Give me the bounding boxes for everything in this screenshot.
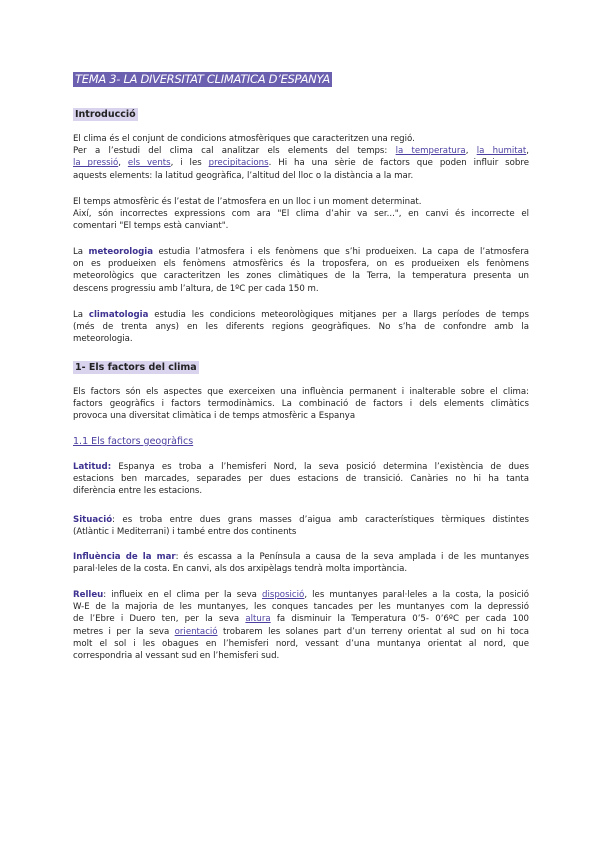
text-line: Els factors són els aspectes que exerceixen una influència permanent i inalterable sobre el clima: (73, 387, 529, 397)
text-line: El temps atmosfèric és l’estat de l’atmosfera en un lloc i un moment determinat. (73, 197, 422, 207)
text-line: Latitud: Espanya es troba a l’hemisferi Nord, la seva posició determina l’existència de dues (73, 462, 529, 472)
text-line: on es produeixen els fenòmens atmosfèrics és la troposfera, on es produeixen els fenòmens (73, 259, 529, 270)
text-line: descens progressiu amb l’altura, de 1ºC per cada 150 m. (73, 283, 319, 294)
subsection-heading-geographic-factors[interactable]: 1.1 Els factors geogràfics (73, 436, 194, 447)
link-disposicio[interactable]: disposició (262, 590, 305, 600)
keyword-climatologia: climatologia (88, 310, 149, 320)
paragraph-temps-atmosferic (73, 196, 529, 233)
text-line: W-E de la majoria de les muntanyes, les conques tancades per les muntanyes com la depressió (73, 602, 529, 613)
text-line: factors geogràfics i factors termodinàmics. La combinació de factors i dels elements climàtics (73, 399, 529, 410)
keyword-influencia-mar: Influència de la mar (73, 552, 176, 562)
text-line: estacions ben marcades, separades per dues estacions de transició. Canàries no hi ha tanta (73, 474, 529, 485)
text-line: diferència entre les estacions. (73, 486, 203, 497)
paragraph-situacio (73, 514, 529, 538)
keyword-situacio: Situació (73, 515, 113, 525)
paragraph-relleu (73, 589, 529, 662)
text-line: correspondria al vessant sud en l’hemisferi sud. (73, 651, 280, 662)
link-precipitacions[interactable]: precipitacions (208, 158, 269, 169)
text-line: molt el sol i les obagues en l’hemisferi nord, vessant d’una muntanya orientat al nord, que (73, 638, 529, 649)
link-temperatura[interactable]: la temperatura (395, 146, 466, 157)
keyword-relleu: Relleu (73, 590, 104, 600)
text-line: Influència de la mar: és escassa a la Península a causa de la seva amplada i de les muntanyes (73, 552, 529, 562)
text-line: El clima és el conjunt de condicions atmosfèriques que caracteritzen una regió. (73, 134, 415, 144)
text-line: La meteorologia estudia l’atmosfera i els fenòmens que s’hi produeixen. La capa de l’atmosfera (73, 247, 529, 257)
link-altura[interactable]: altura (245, 614, 271, 625)
text-line: la pressió, els vents, i les precipitacions. Hi ha una sèrie de factors que poden influir sobre (73, 158, 530, 169)
text-line: metres i per la seva orientació trobarem les solanes part d’un terreny orientat al sud on hi toca (73, 626, 529, 637)
paragraph-latitud (73, 461, 529, 498)
text-line: provoca una diversitat climàtica i de temps atmosfèric a Espanya (73, 411, 356, 422)
link-orientacio[interactable]: orientació (174, 626, 218, 637)
link-humitat[interactable]: la humitat (476, 146, 527, 157)
paragraph-clima-definition (73, 133, 529, 182)
section-heading-factors: 1- Els factors del clima (75, 362, 197, 373)
text-line: (més de trenta anys) en les diferents regions geogràfiques. No s’ha de confondre amb la (73, 322, 529, 333)
text-line: paral·leles de la costa. En canvi, als dos arxipèlags tendrà molta importància. (73, 564, 408, 575)
keyword-latitud: Latitud: (73, 462, 112, 472)
section-heading-introduction: Introducció (75, 109, 136, 120)
text-line: La climatologia estudia les condicions meteorològiques mitjanes per a llargs períodes de temps (73, 310, 529, 320)
paragraph-meteorologia (73, 246, 529, 295)
text-line: de l’Ebre i Duero ten, per la seva altura fa disminuir la Temperatura 0’5- 0’6ºC per cada 100 (73, 614, 529, 625)
paragraph-factors-intro (73, 386, 529, 423)
paragraph-climatologia (73, 309, 529, 346)
text-line: aquests elements: la latitud geogràfica, l’altitud del lloc o la distància a la mar. (73, 170, 414, 181)
text-line: meteorologia. (73, 334, 133, 345)
page-title: TEMA 3- LA DIVERSITAT CLIMATICA D’ESPANYA (75, 72, 330, 86)
keyword-meteorologia: meteorologia (88, 247, 154, 257)
text-line: comentari "El temps està canviant". (73, 221, 229, 232)
text-line: Relleu: influeix en el clima per la seva disposició, les muntanyes paral·leles a la costa, la posició (73, 590, 529, 600)
text-line: (Atlàntic i Mediterrani) i també entre dos continents (73, 527, 297, 538)
link-pressio[interactable]: la pressió (73, 158, 119, 169)
paragraph-influencia-mar (73, 551, 529, 575)
text-line: meteorològics que caracteritzen les zones climàtiques de la Terra, la temperatura presenta un (73, 271, 529, 282)
text-line: Situació: es troba entre dues grans masses d’aigua amb característiques tèrmiques distintes (73, 515, 529, 525)
link-vents[interactable]: els vents (127, 158, 171, 169)
text-line: Per a l’estudi del clima cal analitzar els elements del temps: la temperatura, la humitat, (73, 146, 529, 157)
text-line: Així, són incorrectes expressions com ara "El clima d’ahir va ser...", en canvi és incorrecte el (73, 209, 529, 220)
